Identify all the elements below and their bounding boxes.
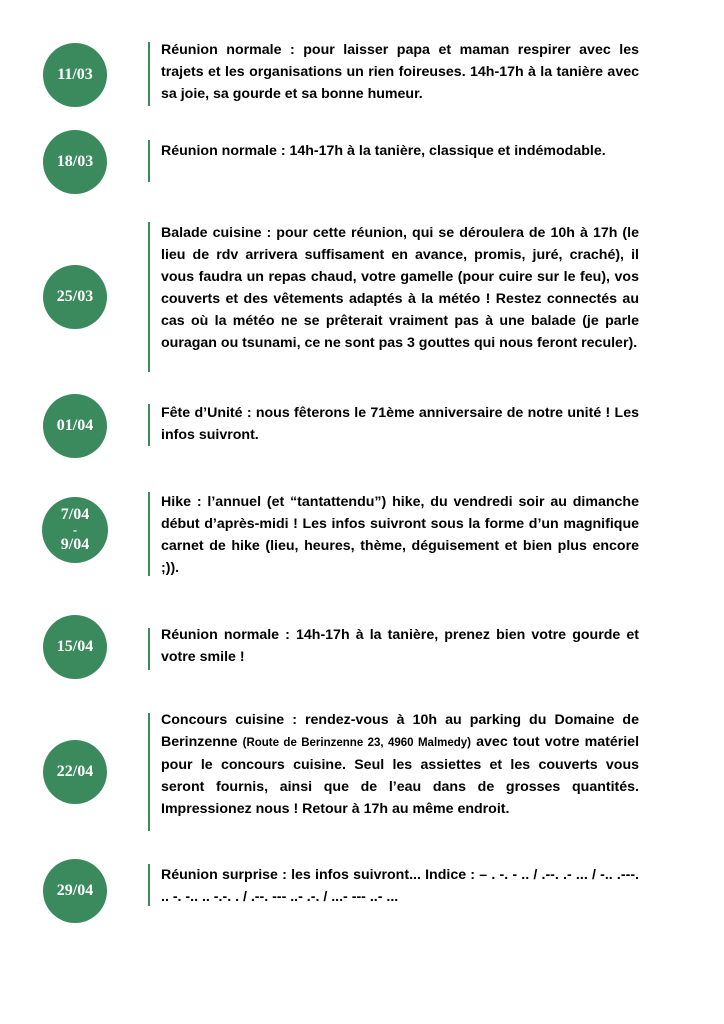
- address-text: (Route de Berinzenne 23, 4960 Malmedy): [242, 737, 472, 749]
- divider-rule: [148, 222, 150, 372]
- date-badge: [43, 859, 107, 923]
- date-start-label: 7/04: [60, 506, 90, 523]
- divider-rule: [148, 140, 150, 182]
- divider-rule: [148, 404, 150, 446]
- divider-rule: [148, 628, 150, 670]
- date-badge: [43, 394, 107, 458]
- date-end-label: 9/04: [60, 536, 90, 553]
- date-badge: [43, 265, 107, 329]
- date-badge: [43, 615, 107, 679]
- divider-rule: [148, 713, 150, 831]
- date-label: 11/03: [57, 66, 93, 83]
- date-label: 25/03: [56, 288, 94, 305]
- date-label: 29/04: [56, 882, 94, 899]
- entry-text: Réunion normale : 14h-17h à la tanière, prenez bien votre gourde et votre smile !: [161, 627, 639, 665]
- entry-text: Réunion normale : 14h-17h à la tanière, classique et indémodable.: [161, 143, 606, 159]
- entry-text: [161, 709, 639, 820]
- date-badge: [43, 740, 107, 804]
- entry-text: Balade cuisine : pour cette réunion, qui se déroulera de 10h à 17h (le lieu de rdv arrivera suffisament en avance, promis, juré, craché), il vous faudra un repas chaud, votre gamelle (pour cuire sur le feu), vos couverts et des vêtements adaptés à la météo ! Restez connectés au cas où la météo ne se prêterait vraiment pas à une balade (je parle ouragan ou tsunami, ce ne sont pas 3 gouttes qui nous feront reculer).: [161, 225, 639, 351]
- entry-text-main: Concours cuisine : rendez-vous à 10h au parking du Domaine de Berinzenne: [161, 712, 639, 750]
- entry-text: Fête d’Unité : nous fêterons le 71ème anniversaire de notre unité ! Les infos suivront.: [161, 405, 639, 443]
- date-badge: [43, 43, 107, 107]
- entry-text: Réunion surprise : les infos suivront... Indice : – . -. - .. / .--. .- ... / -.. .---. .. -. -.. .. -.-. . / .--. --- ..- .-. / ...- --- ..- ...: [161, 867, 639, 905]
- date-label: 01/04: [56, 417, 94, 434]
- entry-text-rest: avec tout votre matériel pour le concours cuisine. Seul les assiettes et les couverts vous seront fournis, ainsi que de l’eau dans de grosses quantités. Impressionez nous ! Retour à 17h au même endroit.: [161, 734, 640, 817]
- divider-rule: [148, 492, 150, 576]
- divider-rule: [148, 42, 150, 106]
- entry-text: Hike : l’annuel (et “tantattendu”) hike, du vendredi soir au dimanche début d’après-midi ! Les infos suivront sous la forme d’un magnifique carnet de hike (lieu, heures, thème, déguisement et bien plus encore ;)).: [161, 494, 639, 576]
- divider-rule: [148, 864, 150, 906]
- date-label: 22/04: [56, 763, 94, 780]
- date-label: 18/03: [56, 153, 94, 170]
- date-badge: [43, 130, 107, 194]
- entry-text: Réunion normale : pour laisser papa et maman respirer avec les trajets et les organisations un rien foireuses. 14h-17h à la tanière avec sa joie, sa gourde et sa bonne humeur.: [161, 42, 639, 102]
- date-badge: [42, 497, 108, 563]
- date-label: 15/04: [56, 638, 94, 655]
- date-separator: -: [72, 522, 78, 537]
